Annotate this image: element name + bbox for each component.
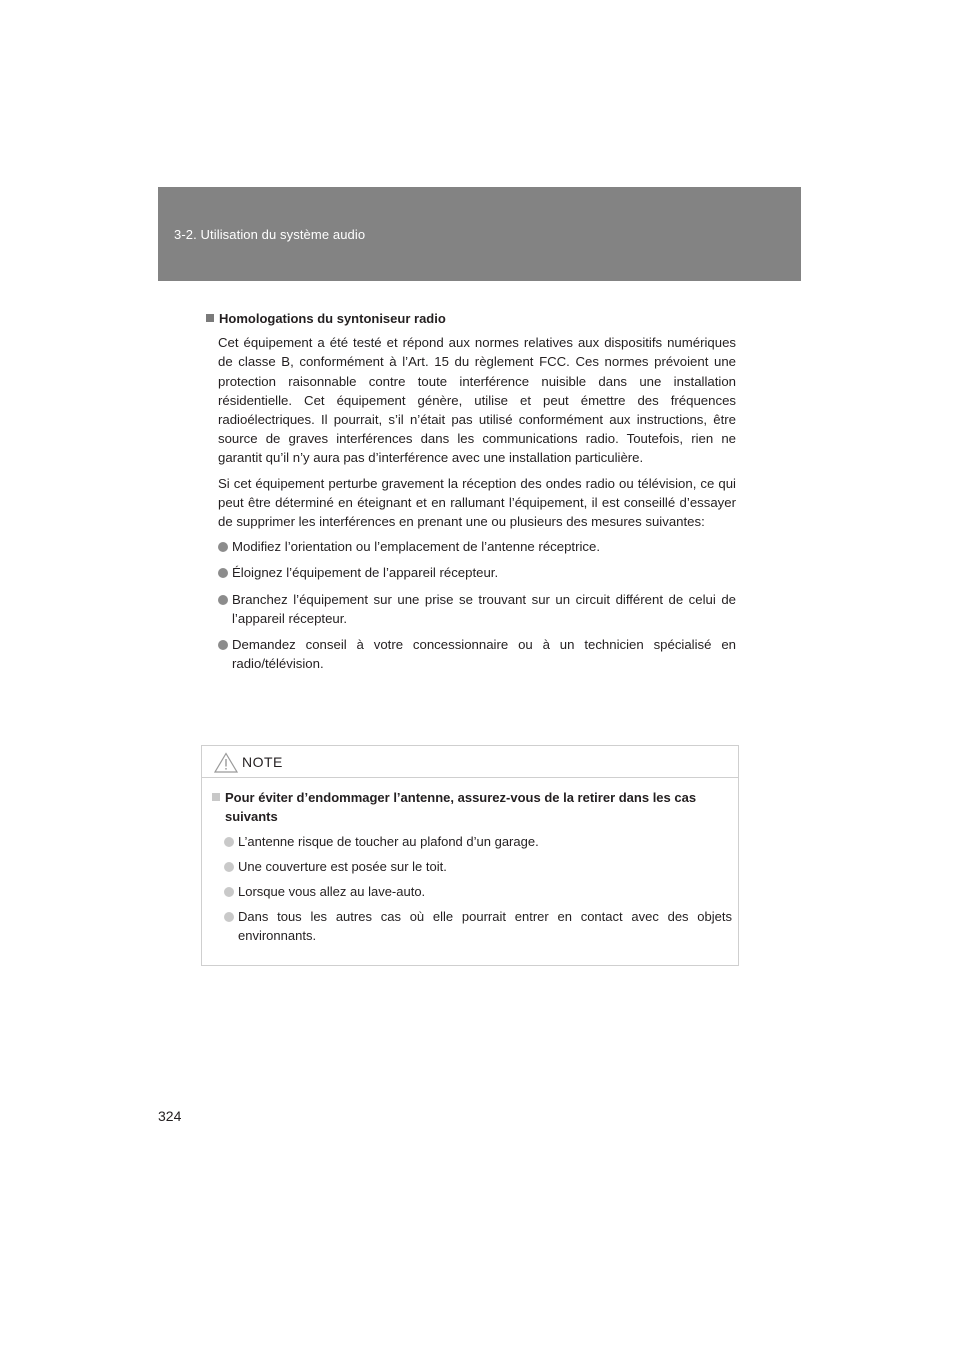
circle-bullet-icon bbox=[224, 887, 234, 897]
note-title: Pour éviter d’endommager l’antenne, assurez-vous de la retirer dans les cas suivants bbox=[225, 790, 697, 824]
list-item: Éloignez l’équipement de l’appareil récepteur. bbox=[218, 563, 736, 582]
list-item: L’antenne risque de toucher au plafond d’un garage. bbox=[224, 832, 732, 851]
note-heading bbox=[212, 788, 732, 826]
list-item: Demandez conseil à votre concessionnaire ou à un technicien spécialisé en radio/télévision. bbox=[218, 635, 736, 673]
main-content bbox=[206, 309, 736, 680]
square-bullet-icon bbox=[206, 314, 214, 322]
list-item: Une couverture est posée sur le toit. bbox=[224, 857, 732, 876]
square-bullet-icon bbox=[212, 793, 220, 801]
chapter-header bbox=[158, 187, 801, 281]
page-number: 324 bbox=[158, 1108, 182, 1124]
chapter-title: 3-2. Utilisation du système audio bbox=[174, 227, 366, 242]
note-body bbox=[212, 788, 732, 951]
section-title: Homologations du syntoniseur radio bbox=[219, 311, 446, 326]
circle-bullet-icon bbox=[218, 568, 228, 578]
section-heading bbox=[206, 309, 736, 328]
circle-bullet-icon bbox=[218, 640, 228, 650]
note-label: NOTE bbox=[242, 754, 283, 770]
circle-bullet-icon bbox=[218, 542, 228, 552]
circle-bullet-icon bbox=[224, 862, 234, 872]
list-item: Modifiez l’orientation ou l’emplacement de l’antenne réceptrice. bbox=[218, 537, 736, 556]
note-header bbox=[202, 746, 738, 778]
paragraph-interference: Si cet équipement perturbe gravement la réception des ondes radio ou télévision, ce qui peut être déterminé en éteignant et en rallumant l’équipement, il est conseillé d’essayer de supprimer les interférences en prenant une ou plusieurs des mesures suivantes: bbox=[218, 475, 736, 530]
list-item: Lorsque vous allez au lave-auto. bbox=[224, 882, 732, 901]
circle-bullet-icon bbox=[224, 837, 234, 847]
paragraph-fcc: Cet équipement a été testé et répond aux normes relatives aux dispositifs numériques de classe B, conformément à l’Art. 15 du règlement FCC. Ces normes prévoient une protection raisonnable contre toute interférence nuisible dans une installation résidentielle. Cet équipement génère, utilise et peut émettre des fréquences radioélectriques. Il pourrait, s’il n’était pas utilisé conformément aux instructions, être source de graves interférences dans les communications radio. Toutefois, rien ne garantit qu’il n’y aura pas d’interférence avec une installation particulière. bbox=[218, 335, 736, 466]
list-item: Dans tous les autres cas où elle pourrait entrer en contact avec des objets environnants. bbox=[224, 907, 732, 945]
circle-bullet-icon bbox=[224, 912, 234, 922]
warning-triangle-icon bbox=[214, 752, 238, 773]
list-item: Branchez l’équipement sur une prise se trouvant sur un circuit différent de celui de l’appareil récepteur. bbox=[218, 590, 736, 628]
note-box bbox=[201, 745, 739, 966]
circle-bullet-icon bbox=[218, 595, 228, 605]
